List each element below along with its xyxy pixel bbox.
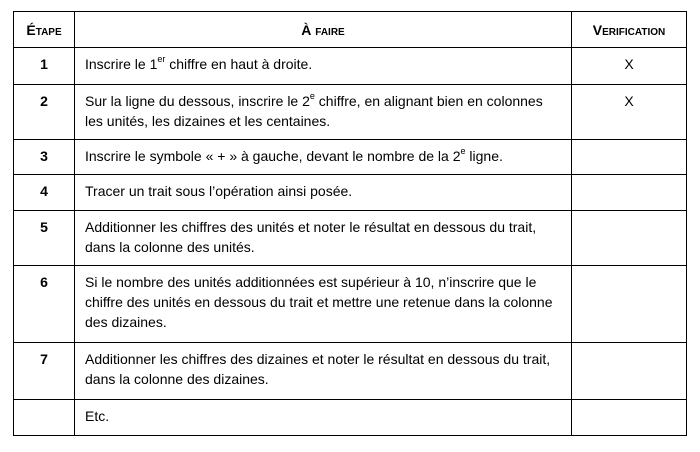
step-text-part: Etc. — [85, 408, 110, 424]
step-text-sup: er — [157, 54, 166, 65]
table-row — [14, 211, 687, 266]
step-text-sup: e — [309, 91, 315, 102]
step-check — [572, 400, 687, 436]
header-row — [14, 12, 687, 48]
step-check — [572, 343, 687, 400]
table-row — [14, 343, 687, 400]
step-check: X — [572, 48, 687, 85]
step-check — [572, 140, 687, 175]
step-number — [14, 400, 75, 436]
step-number: 6 — [14, 266, 75, 343]
step-text-part: Sur la ligne du dessous, inscrire le 2 — [85, 93, 310, 109]
step-text-sup: e — [460, 146, 466, 157]
step-check — [572, 266, 687, 343]
step-text — [75, 48, 572, 85]
step-text — [75, 140, 572, 175]
step-text — [75, 266, 572, 343]
step-text-part: ligne. — [465, 148, 503, 164]
step-check: X — [572, 85, 687, 140]
step-number: 1 — [14, 48, 75, 85]
step-number: 4 — [14, 175, 75, 211]
table-row — [14, 48, 687, 85]
step-text — [75, 85, 572, 140]
step-number: 2 — [14, 85, 75, 140]
step-text — [75, 175, 572, 211]
step-number: 5 — [14, 211, 75, 266]
step-text — [75, 343, 572, 400]
header-step: Étape — [14, 12, 75, 48]
step-number: 7 — [14, 343, 75, 400]
table-row — [14, 400, 687, 436]
step-text-part: chiffre en haut à droite. — [165, 56, 313, 72]
step-text-part: Additionner les chiffres des unités et noter le résultat en dessous du trait, dans la colonne des unités. — [85, 219, 537, 255]
step-text-part: Inscrire le 1 — [85, 56, 158, 72]
step-text — [75, 211, 572, 266]
header-check: Verification — [572, 12, 687, 48]
table-row — [14, 175, 687, 211]
procedure-table — [13, 11, 687, 436]
table-row — [14, 85, 687, 140]
step-text-part: Tracer un trait sous l’opération ainsi posée. — [85, 183, 353, 199]
step-text-part: Additionner les chiffres des dizaines et noter le résultat en dessous du trait, dans la colonne des dizaines. — [85, 351, 551, 387]
header-todo: À faire — [75, 12, 572, 48]
step-text — [75, 400, 572, 436]
table-row — [14, 266, 687, 343]
step-text-part: Si le nombre des unités additionnées est supérieur à 10, n’inscrire que le chiffre des unités en dessous du trait et mettre une retenue dans la colonne des dizaines. — [85, 274, 553, 330]
step-number: 3 — [14, 140, 75, 175]
step-check — [572, 175, 687, 211]
step-text-part: chiffre, en alignant bien en colonnes les unités, les dizaines et les centaines. — [85, 93, 543, 129]
table-row — [14, 140, 687, 175]
step-check — [572, 211, 687, 266]
step-text-part: Inscrire le symbole « + » à gauche, devant le nombre de la 2 — [85, 148, 461, 164]
